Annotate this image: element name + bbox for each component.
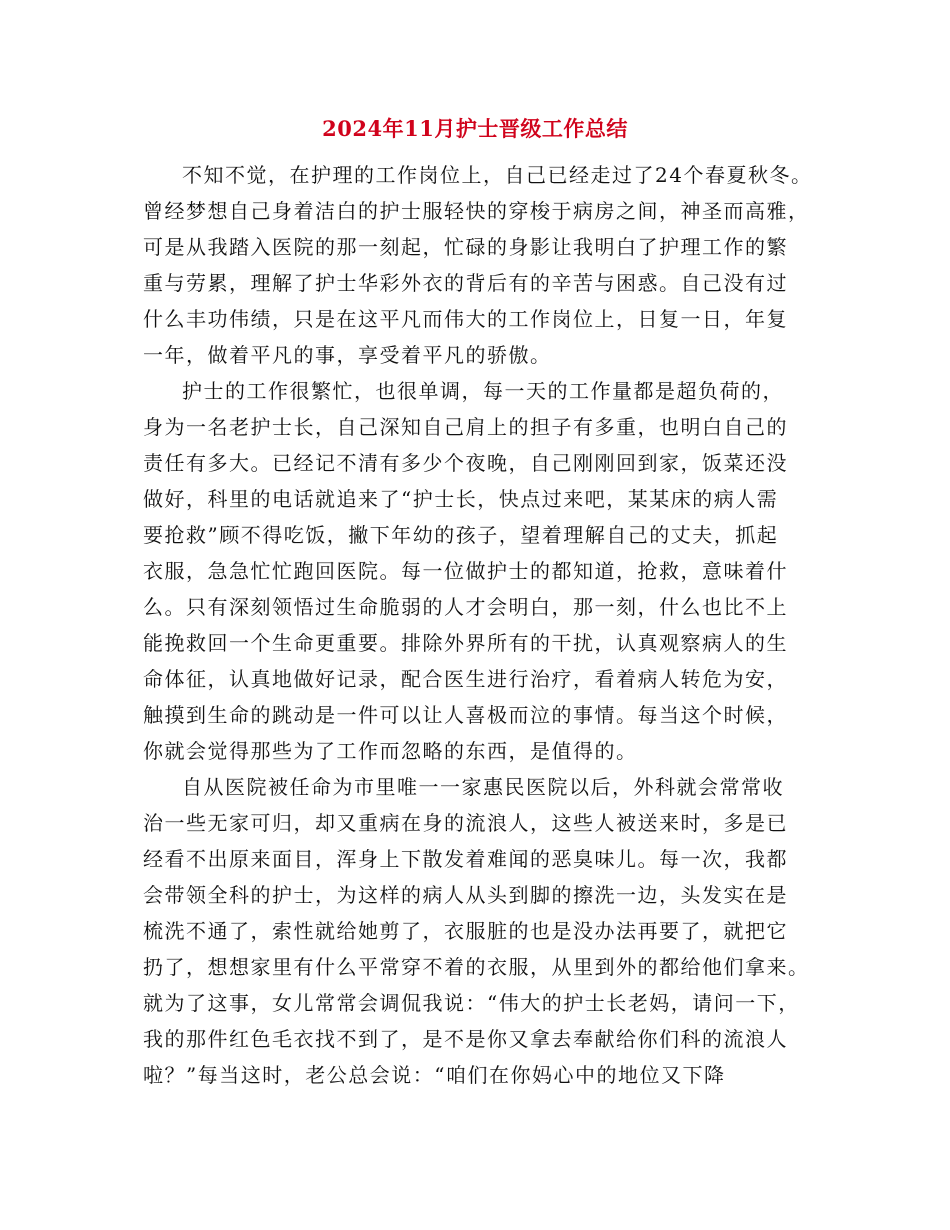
body-line: 就为了这事，女儿常常会调侃我说：“伟大的护士长老妈，请问一下， [143,991,800,1015]
body-line: 我的那件红色毛衣找不到了，是不是你又拿去奉献给你们科的流浪人 [143,1027,788,1051]
document-title: 2024年11月护士晋级工作总结 [322,116,628,141]
body-line: 你就会觉得那些为了工作而忽略的东西，是值得的。 [143,739,638,763]
body-line: 衣服，急急忙忙跑回医院。每一位做护士的都知道，抢救，意味着什 [143,559,788,583]
body-line: 会带领全科的护士，为这样的病人从头到脚的擦洗一边，头发实在是 [143,883,788,907]
body-line: 责任有多大。已经记不清有多少个夜晚，自己刚刚回到家，饭菜还没 [143,451,788,475]
body-line: 治一些无家可归，却又重病在身的流浪人，这些人被送来时，多是已 [143,811,788,835]
body-line: 不知不觉，在护理的工作岗位上，自己已经走过了24个春夏秋冬。 [182,163,813,187]
body-line: 身为一名老护士长，自己深知自己肩上的担子有多重，也明白自己的 [143,415,788,439]
body-line: 曾经梦想自己身着洁白的护士服轻快的穿梭于病房之间，神圣而高雅， [143,199,810,223]
body-line: 扔了，想想家里有什么平常穿不着的衣服，从里到外的都给他们拿来。 [143,955,810,979]
body-line: 能挽救回一个生命更重要。排除外界所有的干扰，认真观察病人的生 [143,631,788,655]
body-line: 么。只有深刻领悟过生命脆弱的人才会明白，那一刻，什么也比不上 [143,595,788,619]
body-line: 什么丰功伟绩，只是在这平凡而伟大的工作岗位上，日复一日，年复 [143,307,788,331]
body-line: 可是从我踏入医院的那一刻起，忙碌的身影让我明白了护理工作的繁 [143,235,788,259]
body-line: 命体征，认真地做好记录，配合医生进行治疗，看着病人转危为安， [143,667,788,691]
body-line: 要抢救”顾不得吃饭，撇下年幼的孩子，望着理解自己的丈夫，抓起 [143,523,779,547]
body-line: 触摸到生命的跳动是一件可以让人喜极而泣的事情。每当这个时候， [143,703,788,727]
body-line: 做好，科里的电话就追来了“护士长，快点过来吧，某某床的病人需 [143,487,779,511]
body-line: 护士的工作很繁忙，也很单调，每一天的工作量都是超负荷的， [182,379,784,403]
body-line: 啦？”每当这时，老公总会说：“咱们在你妈心中的地位又下降 [143,1063,726,1087]
body-line: 一年，做着平凡的事，享受着平凡的骄傲。 [143,343,552,367]
body-line: 梳洗不通了，索性就给她剪了，衣服脏的也是没办法再要了，就把它 [143,919,788,943]
body-line: 重与劳累，理解了护士华彩外衣的背后有的辛苦与困惑。自己没有过 [143,271,788,295]
body-line: 经看不出原来面目，浑身上下散发着难闻的恶臭味儿。每一次，我都 [143,847,788,871]
body-line: 自从医院被任命为市里唯一一家惠民医院以后，外科就会常常收 [182,775,784,799]
